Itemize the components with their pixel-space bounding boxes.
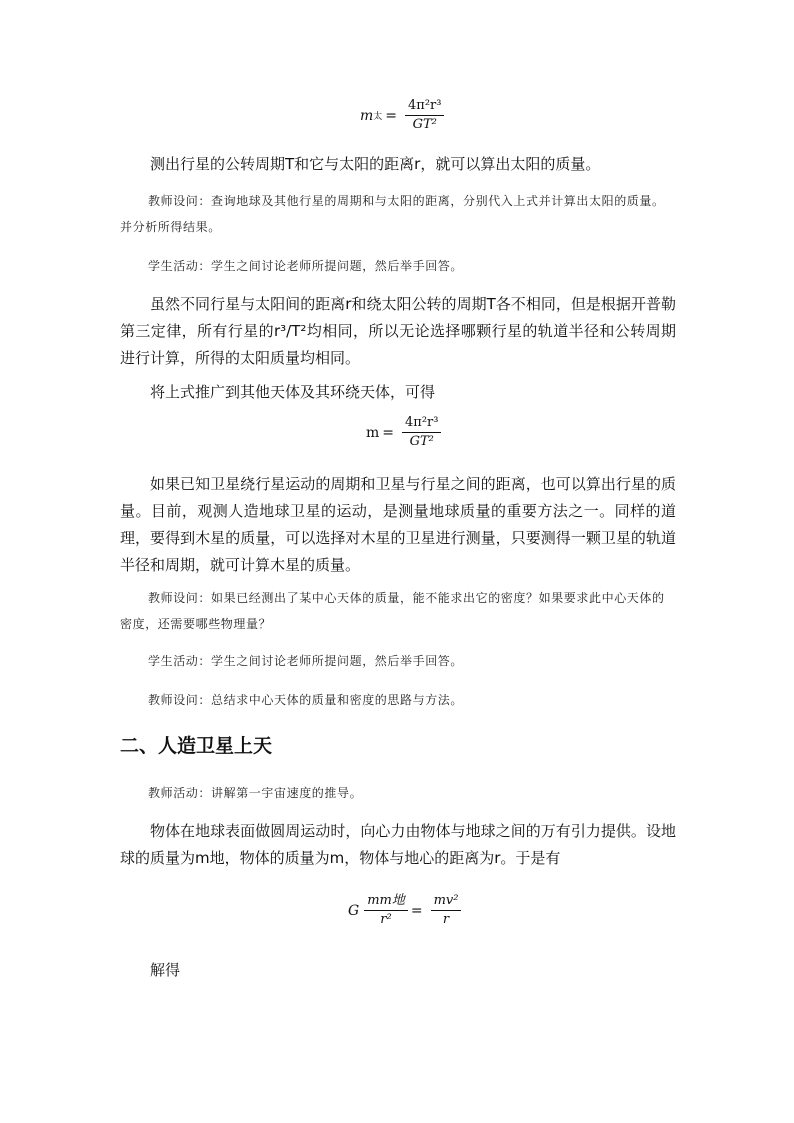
formula-central-mass — [366, 415, 441, 450]
formula3-g: G — [348, 902, 360, 919]
formula-equals: = — [385, 107, 398, 124]
paragraph-5: 物体在地球表面做圆周运动时，向心力由物体与地球之间的万有引力提供。设地球的质量为m地，物体的质量为m，物体与地心的距离为r。于是有 — [120, 822, 676, 867]
formula2-numerator: 4π²r³ — [402, 415, 441, 433]
paragraph-6: 解得 — [150, 961, 181, 979]
teacher-activity: 教师活动：讲解第一宇宙速度的推导。 — [148, 786, 363, 800]
formula3-left-numerator: mm地 — [364, 893, 408, 911]
teacher-question-2: 教师设问：如果已经测出了某中心天体的质量，能不能求出它的密度？如果要求此中心天体的密度，还需要哪些物理量？ — [120, 591, 665, 631]
paragraph-3: 将上式推广到其他天体及其环绕天体，可得 — [150, 383, 436, 401]
formula-numerator: 4π²r³ — [405, 98, 444, 116]
student-activity-1: 学生活动：学生之间讨论老师所提问题，然后举手回答。 — [148, 259, 464, 273]
paragraph-2: 虽然不同行星与太阳间的距离r和绕太阳公转的周期T各不相同，但是根据开普勒第三定律，所有行星的r³/T²均相同，所以无论选择哪颗行星的轨道半径和公转周期进行计算，所得的太阳质量均相同。 — [120, 295, 676, 367]
formula2-lhs: m — [366, 424, 380, 441]
formula2-denominator: GT² — [409, 434, 434, 449]
formula3-right-numerator: mv² — [431, 893, 462, 911]
formula3-right-fraction — [431, 893, 462, 928]
paragraph-4: 如果已知卫星绕行星运动的周期和卫星与行星之间的距离，也可以算出行星的质量。目前，观测人造地球卫星的运动，是测量地球质量的重要方法之一。同样的道理，要得到木星的质量，可以选择对木星的卫星进行测量，只要测得一颗卫星的轨道半径和周期，就可计算木星的质量。 — [120, 475, 676, 574]
formula3-left-fraction — [364, 893, 408, 928]
formula-sun-mass — [360, 98, 444, 133]
formula-lhs: m — [360, 107, 374, 124]
paragraph-1: 测出行星的公转周期T和它与太阳的距离r，就可以算出太阳的质量。 — [150, 155, 601, 173]
formula-denominator: GT² — [412, 117, 437, 132]
teacher-question-3: 教师设问：总结求中心天体的质量和密度的思路与方法。 — [148, 693, 464, 707]
formula-lhs-sub: 太 — [373, 112, 383, 122]
formula3-right-denominator: r — [442, 912, 450, 927]
teacher-question-1: 教师设问：查询地球及其他行星的周期和与太阳的距离，分别代入上式并计算出太阳的质量。并分析所得结果。 — [120, 194, 665, 234]
formula3-left-denominator: r² — [380, 912, 392, 927]
formula-gravity-centripetal — [348, 893, 461, 928]
formula2-equals: = — [382, 424, 395, 441]
formula-fraction — [405, 98, 444, 133]
student-activity-2: 学生活动：学生之间讨论老师所提问题，然后举手回答。 — [148, 654, 464, 668]
formula3-equals: = — [410, 902, 423, 919]
formula2-fraction — [402, 415, 441, 450]
section-heading: 二、人造卫星上天 — [120, 735, 273, 757]
